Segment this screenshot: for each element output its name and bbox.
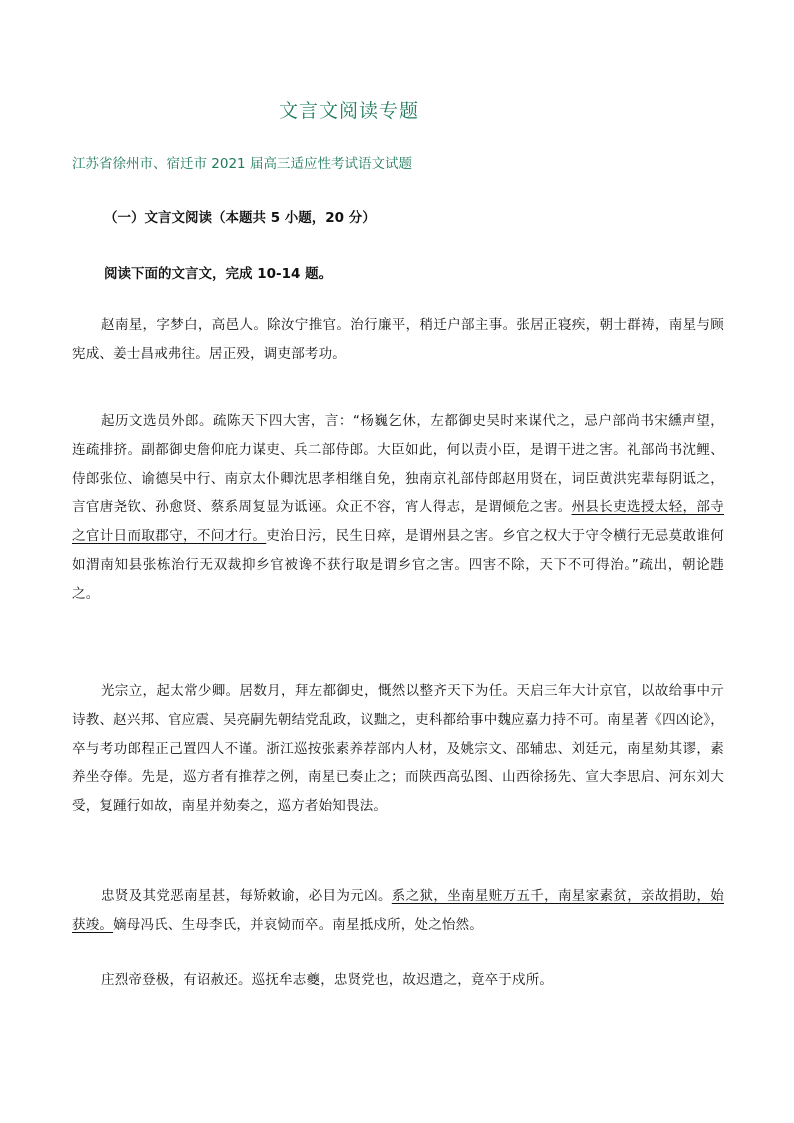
document-title: 文言文阅读专题 bbox=[278, 100, 419, 122]
source-line: 江苏省徐州市、宿迁市 2021 届高三适应性考试语文试题 bbox=[72, 156, 412, 172]
paragraph-4-text-a: 忠贤及其党恶南星甚，每矫敕谕，必目为元凶。 bbox=[101, 888, 392, 904]
section-heading: （一）文言文阅读（本题共 5 小题，20 分） bbox=[104, 210, 376, 226]
paragraph-2-text-b: 吏治日污，民生日瘁，是谓州县之害。乡官之权大于守令横行无忌莫敢谁何如渭南知县张栋治行无双裁抑乡官被谗不获行取是谓乡官之害。四害不除，天下不可得治。”疏出，朝论韪之。 bbox=[72, 528, 724, 602]
paragraph-4 bbox=[72, 882, 724, 940]
paragraph-4-text-b: 嫡母冯氏、生母李氏，并哀恸而卒。南星抵戍所，处之怡然。 bbox=[113, 916, 484, 933]
reading-instruction: 阅读下面的文言文，完成 10-14 题。 bbox=[104, 266, 333, 282]
paragraph-1: 赵南星，字梦白，高邑人。除汝宁推官。治行廉平，稍迁户部主事。张居正寝疾，朝士群祷，南星与顾宪成、姜士昌戒弗往。居正殁，调吏部考功。 bbox=[72, 317, 724, 362]
paragraph-2 bbox=[72, 407, 724, 609]
paragraph-3: 光宗立，起太常少卿。居数月，拜左都御史，慨然以整齐天下为任。天启三年大计京官，以故给事中亓诗教、赵兴邦、官应震、吴亮嗣先朝结党乱政，议黜之，吏科都给事中魏应嘉力持不可。南星著《四凶论》，卒与考功郎程正己置四人不谨。浙江巡按张素养荐部内人材，及姚宗文、邵辅忠、刘廷元，南星劾其谬，素养坐夺俸。先是，巡方者有推荐之例，南星已奏止之；而陕西高弘图、山西徐扬先、宣大李思启、河东刘大受，复踵行如故，南星并劾奏之，巡方者始知畏法。 bbox=[72, 683, 724, 815]
paragraph-2-text-a: 起历文选员外郎。疏陈天下四大害，言：“杨巍乞休，左都御史吴时来谋代之，忌户部尚书宋纁声望，连疏排挤。副都御史詹仰庇力谋吏、兵二部侍郎。大臣如此，何以责小臣，是谓干进之害。礼部尚书沈鲤、侍郎张位、谕德吴中行、南京太仆卿沈思孝相继自免，独南京礼部侍郎赵用贤在，词臣黄洪宪辈每阴诋之，言官唐尧钦、孙愈贤、蔡系周复显为诋诬。众正不容，宵人得志，是谓倾危之害。 bbox=[72, 413, 724, 516]
paragraph-5: 庄烈帝登极，有诏赦还。巡抚牟志夔，忠贤党也，故迟遣之，竟卒于戍所。 bbox=[101, 972, 554, 988]
underlined-sentence-1: 州县长吏选授太轻，部寺之官计日而取郡守，不问才行。 bbox=[72, 499, 725, 545]
underlined-sentence-2: 系之狱，坐南星赃万五千，南星家素贫，亲故捐助，始获竣。 bbox=[72, 888, 724, 933]
